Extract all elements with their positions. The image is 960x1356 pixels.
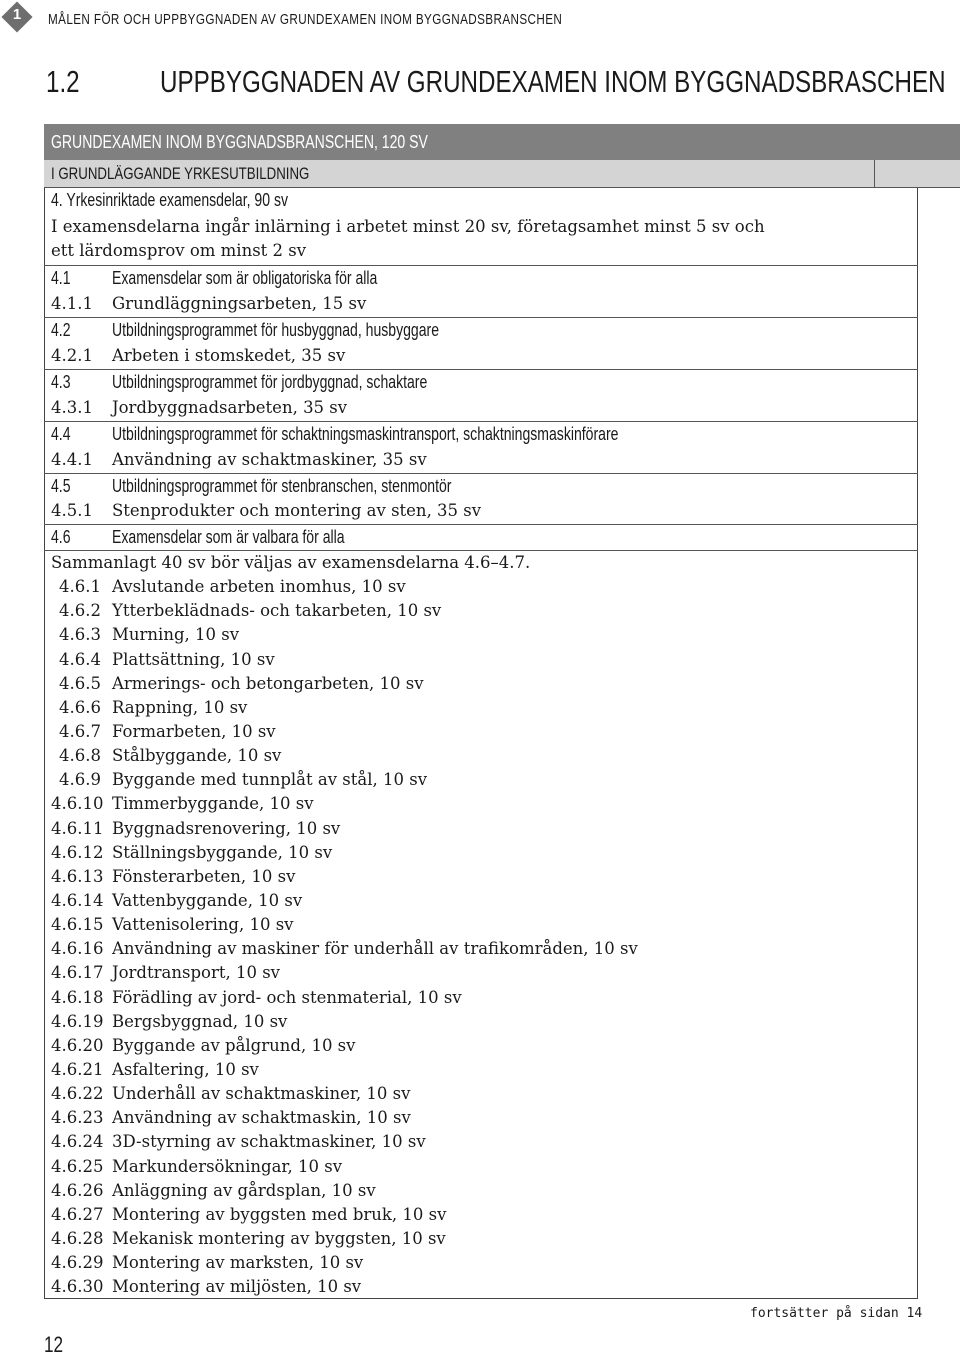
group-code: 4.5 xyxy=(51,476,71,496)
item-code: 4.6.13 xyxy=(51,866,104,886)
item-code: 4.6.1 xyxy=(59,577,101,596)
group-title: Utbildningsprogrammet för stenbranschen, stenmontör xyxy=(112,476,452,496)
item-code: 4.2.1 xyxy=(51,346,93,365)
table-title: GRUNDEXAMEN INOM BYGGNADSBRANSCHEN, 120 SV xyxy=(51,132,428,152)
item-text: Plattsättning, 10 sv xyxy=(112,649,275,669)
group-title: Utbildningsprogrammet för schaktningsmaskintransport, schaktningsmaskinförare xyxy=(112,424,619,444)
item-code: 4.6.14 xyxy=(51,891,104,910)
item-text: Stenprodukter och montering av sten, 35 sv xyxy=(112,501,482,520)
item-code: 4.6.18 xyxy=(51,987,104,1007)
item-text: Underhåll av schaktmaskiner, 10 sv xyxy=(112,1084,411,1104)
item-text: Byggande med tunnplåt av stål, 10 sv xyxy=(112,770,428,790)
item-text: Grundläggningsarbeten, 15 sv xyxy=(112,294,367,313)
vocational-heading: 4. Yrkesinriktade examensdelar, 90 sv xyxy=(51,190,288,210)
item-code: 4.6.6 xyxy=(59,697,101,717)
optional-note: Sammanlagt 40 sv bör väljas av examensdelarna 4.6–4.7. xyxy=(51,553,531,572)
table-title-bar xyxy=(44,124,960,160)
item-text: Montering av marksten, 10 sv xyxy=(112,1253,364,1273)
item-text: Ställningsbyggande, 10 sv xyxy=(112,842,333,862)
group-code: 4.1 xyxy=(51,268,71,288)
item-code: 4.3.1 xyxy=(51,398,93,417)
continued-note: fortsätter på sidan 14 xyxy=(750,1306,923,1321)
item-text: Bergsbyggnad, 10 sv xyxy=(112,1011,288,1031)
item-text: Rappning, 10 sv xyxy=(112,697,248,717)
row-divider xyxy=(44,421,918,422)
row-divider xyxy=(44,524,918,525)
item-code: 4.6.24 xyxy=(51,1132,104,1152)
item-code: 4.6.3 xyxy=(59,625,101,645)
item-text: Byggnadsrenovering, 10 sv xyxy=(112,818,341,838)
row-divider xyxy=(44,550,918,551)
item-code: 4.6.12 xyxy=(51,842,104,862)
item-text: Asfaltering, 10 sv xyxy=(112,1060,259,1079)
item-text: Förädling av jord- och stenmaterial, 10 sv xyxy=(112,987,462,1007)
item-code: 4.6.21 xyxy=(51,1060,104,1079)
item-text: Stålbyggande, 10 sv xyxy=(112,746,282,765)
group-title: Utbildningsprogrammet för jordbyggnad, schaktare xyxy=(112,372,428,392)
item-text: Murning, 10 sv xyxy=(112,625,240,645)
row-divider xyxy=(44,369,918,370)
row-divider xyxy=(44,265,918,266)
vocational-note-line2: ett lärdomsprov om minst 2 sv xyxy=(51,241,307,260)
chapter-number: 1 xyxy=(12,6,22,23)
item-text: Vattenisolering, 10 sv xyxy=(112,915,294,935)
item-code: 4.6.2 xyxy=(59,601,101,621)
page-number xyxy=(44,1332,68,1356)
item-code: 4.6.10 xyxy=(51,794,104,814)
item-code: 4.6.16 xyxy=(51,939,104,959)
page-number-text: 12 xyxy=(44,1332,64,1356)
item-text: Mekanisk montering av byggsten, 10 sv xyxy=(112,1229,446,1248)
row-divider xyxy=(44,473,918,474)
item-text: Formarbeten, 10 sv xyxy=(112,721,276,741)
item-text: Användning av maskiner för underhåll av trafikområden, 10 sv xyxy=(112,939,638,959)
item-code: 4.6.17 xyxy=(51,963,104,983)
running-header-text: MÅLEN FÖR OCH UPPBYGGNADEN AV GRUNDEXAMEN INOM BYGGNADSBRANSCHEN xyxy=(48,11,563,28)
item-code: 4.6.26 xyxy=(51,1180,104,1200)
item-code: 4.6.28 xyxy=(51,1229,104,1248)
item-code: 4.6.20 xyxy=(51,1035,104,1055)
group-title: Examensdelar som är obligatoriska för alla xyxy=(112,268,378,288)
item-text: Timmerbyggande, 10 sv xyxy=(112,794,314,814)
running-header xyxy=(48,10,707,28)
group-code: 4.6 xyxy=(51,527,71,547)
item-text: Markundersökningar, 10 sv xyxy=(112,1156,343,1176)
item-code: 4.6.25 xyxy=(51,1156,104,1176)
item-code: 4.5.1 xyxy=(51,501,93,520)
item-code: 4.6.15 xyxy=(51,915,104,935)
item-text: Montering av miljösten, 10 sv xyxy=(112,1277,362,1297)
section-number: 1.2 xyxy=(46,64,80,99)
table-divider xyxy=(874,160,875,188)
group-code: 4.2 xyxy=(51,320,71,340)
vocational-heading-row xyxy=(51,190,355,211)
item-text: Byggande av pålgrund, 10 sv xyxy=(112,1035,356,1055)
item-code: 4.6.27 xyxy=(51,1204,104,1224)
item-text: Anläggning av gårdsplan, 10 sv xyxy=(112,1180,376,1200)
item-code: 4.6.8 xyxy=(59,746,101,765)
row-divider xyxy=(44,317,918,318)
item-text: Ytterbeklädnads- och takarbeten, 10 sv xyxy=(112,601,442,621)
group-title: Utbildningsprogrammet för husbyggnad, husbyggare xyxy=(112,320,440,340)
item-text: Jordtransport, 10 sv xyxy=(112,963,280,983)
item-text: Fönsterarbeten, 10 sv xyxy=(112,866,296,886)
item-text: 3D-styrning av schaktmaskiner, 10 sv xyxy=(112,1132,426,1152)
vocational-note-line1: I examensdelarna ingår inlärning i arbetet minst 20 sv, företagsamhet minst 5 sv och xyxy=(51,217,765,236)
item-text: Avslutande arbeten inomhus, 10 sv xyxy=(112,577,406,596)
item-code: 4.1.1 xyxy=(51,294,93,313)
item-code: 4.6.5 xyxy=(59,673,101,693)
item-code: 4.6.9 xyxy=(59,770,101,790)
item-text: Användning av schaktmaskin, 10 sv xyxy=(112,1108,411,1128)
item-code: 4.6.7 xyxy=(59,721,101,741)
item-text: Vattenbyggande, 10 sv xyxy=(112,891,303,910)
item-text: Arbeten i stomskedet, 35 sv xyxy=(112,346,346,365)
item-code: 4.4.1 xyxy=(51,450,93,469)
group-code: 4.4 xyxy=(51,424,71,444)
table-subtitle: I GRUNDLÄGGANDE YRKESUTBILDNING xyxy=(51,164,310,183)
table-subtitle-bar xyxy=(44,160,960,188)
item-code: 4.6.22 xyxy=(51,1084,104,1104)
item-text: Jordbyggnadsarbeten, 35 sv xyxy=(112,398,348,417)
item-code: 4.6.19 xyxy=(51,1011,104,1031)
chapter-badge xyxy=(2,2,32,32)
item-code: 4.6.4 xyxy=(59,649,101,669)
group-title: Examensdelar som är valbara för alla xyxy=(112,527,345,547)
item-code: 4.6.30 xyxy=(51,1277,104,1297)
item-text: Armerings- och betongarbeten, 10 sv xyxy=(112,673,424,693)
item-code: 4.6.11 xyxy=(51,818,104,838)
group-code: 4.3 xyxy=(51,372,71,392)
section-title: UPPBYGGNADEN AV GRUNDEXAMEN INOM BYGGNADSBRASCHEN xyxy=(160,64,946,99)
item-code: 4.6.23 xyxy=(51,1108,104,1128)
item-text: Montering av byggsten med bruk, 10 sv xyxy=(112,1204,447,1224)
item-code: 4.6.29 xyxy=(51,1253,104,1273)
item-text: Användning av schaktmaskiner, 35 sv xyxy=(112,450,427,469)
